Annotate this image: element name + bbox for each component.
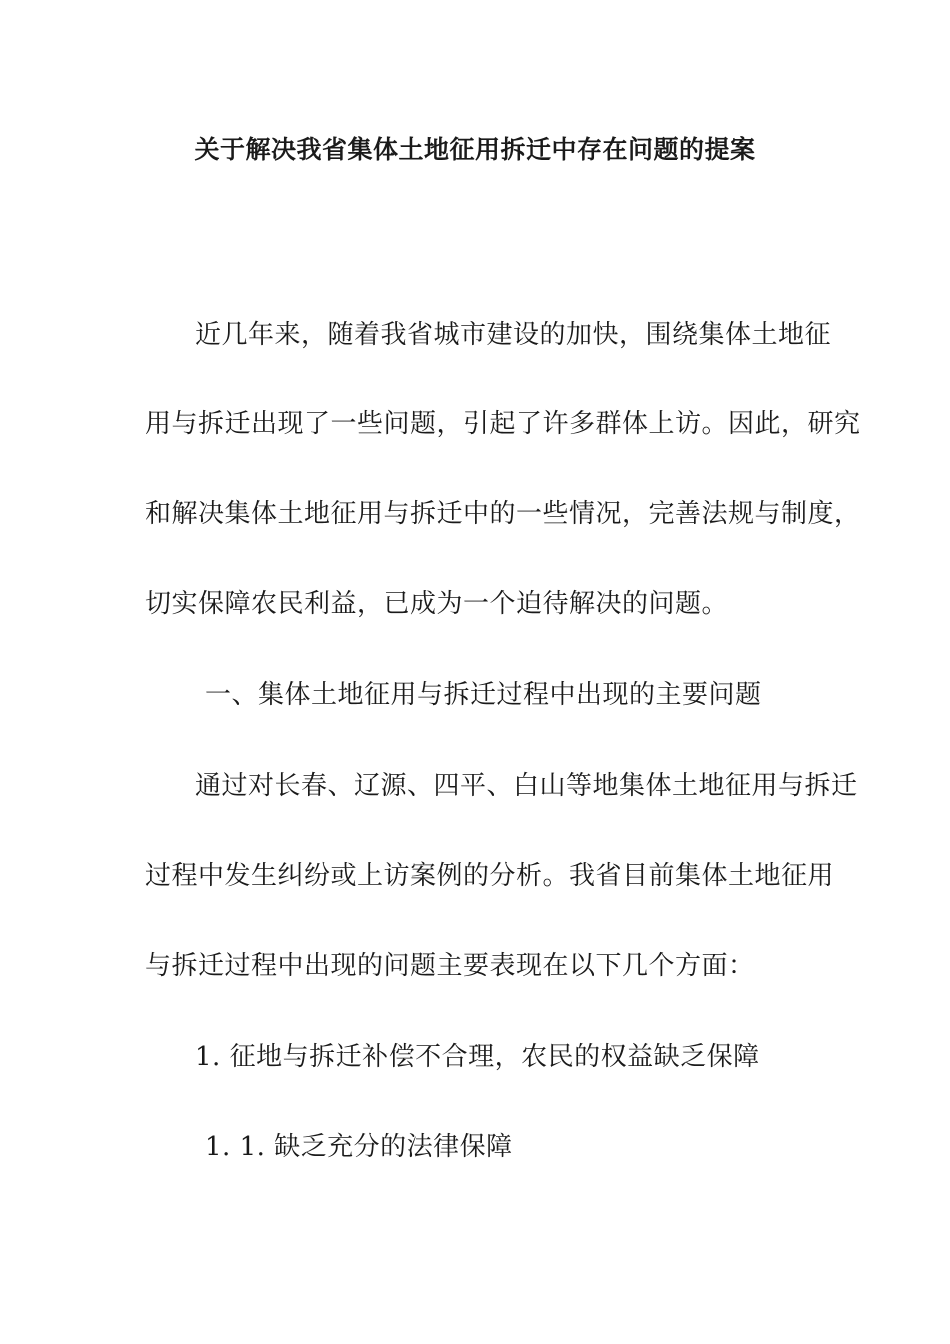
paragraph-1-line-2: 用与拆迁出现了一些问题，引起了许多群体上访。因此，研究 <box>145 409 861 439</box>
paragraph-1-line-4: 切实保障农民利益，已成为一个迫待解决的问题。 <box>145 589 729 619</box>
paragraph-1-line-1: 近几年来，随着我省城市建设的加快，围绕集体土地征 <box>195 320 832 350</box>
section-heading-1: 一、集体土地征用与拆迁过程中出现的主要问题 <box>205 680 762 710</box>
paragraph-1-line-3: 和解决集体土地征用与拆迁中的一些情况，完善法规与制度， <box>145 499 861 529</box>
paragraph-2-line-2: 过程中发生纠纷或上访案例的分析。我省目前集体土地征用 <box>145 861 835 891</box>
paragraph-2-line-3: 与拆迁过程中出现的问题主要表现在以下几个方面： <box>145 951 755 981</box>
paragraph-2-line-1: 通过对长春、辽源、四平、白山等地集体土地征用与拆迁 <box>195 771 858 801</box>
document-title: 关于解决我省集体土地征用拆迁中存在问题的提案 <box>194 135 756 164</box>
subsection-heading-1-1: 1. 1. 缺乏充分的法律保障 <box>205 1132 513 1162</box>
subsection-heading-1: 1. 征地与拆迁补偿不合理，农民的权益缺乏保障 <box>195 1042 760 1072</box>
